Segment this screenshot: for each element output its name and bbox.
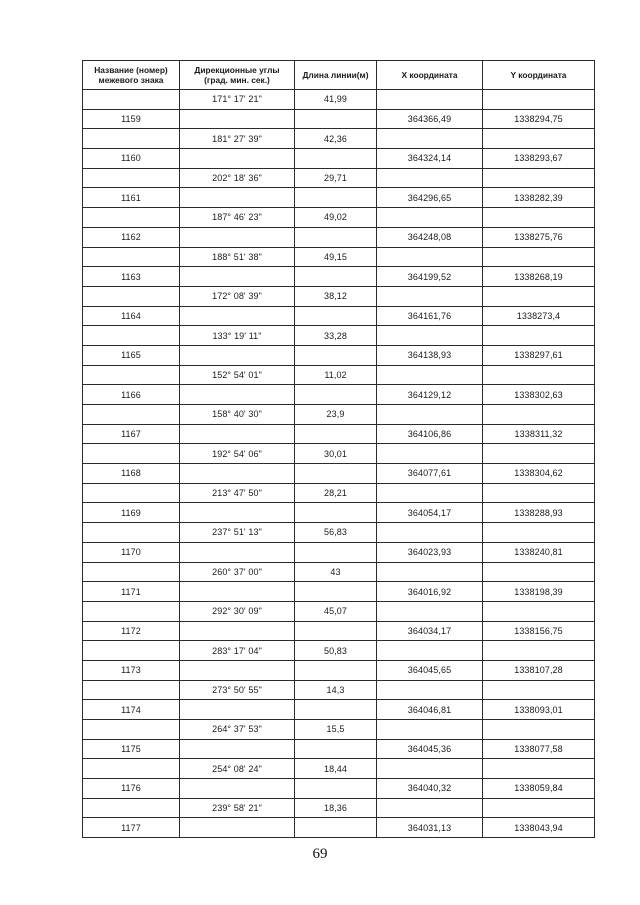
- cell-y-coordinate: [483, 641, 595, 661]
- cell-line-length: [295, 464, 377, 484]
- table-row-point: [83, 345, 595, 365]
- cell-x-coordinate: [377, 286, 483, 306]
- cell-line-length: [295, 424, 377, 444]
- cell-x-coordinate: [377, 405, 483, 425]
- cell-y-coordinate: 1338288,93: [483, 503, 595, 523]
- cell-y-coordinate: 1338043,94: [483, 818, 595, 838]
- cell-line-length: [295, 227, 377, 247]
- cell-mark-name: [83, 601, 180, 621]
- cell-directional-angle: [180, 464, 295, 484]
- cell-y-coordinate: [483, 90, 595, 110]
- cell-directional-angle: [180, 109, 295, 129]
- cell-y-coordinate: 1338059,84: [483, 779, 595, 799]
- cell-x-coordinate: 364138,93: [377, 345, 483, 365]
- table-row-point: [83, 306, 595, 326]
- table-row-point: [83, 582, 595, 602]
- cell-x-coordinate: 364248,08: [377, 227, 483, 247]
- cell-x-coordinate: 364161,76: [377, 306, 483, 326]
- cell-mark-name: 1176: [83, 779, 180, 799]
- cell-y-coordinate: [483, 326, 595, 346]
- cell-x-coordinate: 364077,61: [377, 464, 483, 484]
- cell-directional-angle: [180, 424, 295, 444]
- cell-mark-name: [83, 798, 180, 818]
- cell-mark-name: 1159: [83, 109, 180, 129]
- table-row-segment: [83, 523, 595, 543]
- cell-directional-angle: 202° 18' 36": [180, 168, 295, 188]
- cell-directional-angle: [180, 149, 295, 169]
- cell-line-length: 11,02: [295, 365, 377, 385]
- table-row-segment: [83, 405, 595, 425]
- table-row-segment: [83, 798, 595, 818]
- cell-directional-angle: 292° 30' 09": [180, 601, 295, 621]
- cell-line-length: 33,28: [295, 326, 377, 346]
- cell-y-coordinate: [483, 247, 595, 267]
- page-number: 69: [312, 846, 328, 862]
- cell-x-coordinate: [377, 365, 483, 385]
- cell-line-length: 41,99: [295, 90, 377, 110]
- cell-line-length: 56,83: [295, 523, 377, 543]
- cell-line-length: [295, 149, 377, 169]
- cell-directional-angle: [180, 306, 295, 326]
- cell-directional-angle: [180, 503, 295, 523]
- cell-line-length: [295, 188, 377, 208]
- cell-mark-name: [83, 720, 180, 740]
- cell-line-length: [295, 267, 377, 287]
- cell-mark-name: 1169: [83, 503, 180, 523]
- cell-x-coordinate: 364054,17: [377, 503, 483, 523]
- cell-line-length: [295, 660, 377, 680]
- cell-line-length: 49,02: [295, 208, 377, 228]
- cell-directional-angle: 273° 50' 55": [180, 680, 295, 700]
- table-header-row: [83, 61, 595, 90]
- cell-x-coordinate: [377, 641, 483, 661]
- cell-mark-name: [83, 641, 180, 661]
- table-row-point: [83, 464, 595, 484]
- table-row-point: [83, 542, 595, 562]
- cell-y-coordinate: [483, 405, 595, 425]
- cell-directional-angle: 187° 46' 23": [180, 208, 295, 228]
- table-row-point: [83, 149, 595, 169]
- cell-directional-angle: 192° 54' 06": [180, 444, 295, 464]
- cell-directional-angle: [180, 660, 295, 680]
- cell-mark-name: [83, 483, 180, 503]
- header-y-coordinate: Y координата: [483, 61, 595, 90]
- table-row-segment: [83, 168, 595, 188]
- cell-mark-name: 1162: [83, 227, 180, 247]
- cell-line-length: [295, 503, 377, 523]
- cell-x-coordinate: 364031,13: [377, 818, 483, 838]
- cell-line-length: [295, 385, 377, 405]
- cell-mark-name: [83, 523, 180, 543]
- cell-x-coordinate: [377, 444, 483, 464]
- cell-x-coordinate: [377, 680, 483, 700]
- table-row-segment: [83, 90, 595, 110]
- cell-y-coordinate: 1338293,67: [483, 149, 595, 169]
- cell-y-coordinate: [483, 483, 595, 503]
- cell-line-length: 43: [295, 562, 377, 582]
- cell-y-coordinate: [483, 286, 595, 306]
- cell-directional-angle: 264° 37' 53": [180, 720, 295, 740]
- cell-y-coordinate: [483, 601, 595, 621]
- cell-directional-angle: [180, 188, 295, 208]
- cell-y-coordinate: [483, 759, 595, 779]
- cell-x-coordinate: 364324,14: [377, 149, 483, 169]
- cell-mark-name: 1167: [83, 424, 180, 444]
- cell-mark-name: [83, 759, 180, 779]
- cell-line-length: 38,12: [295, 286, 377, 306]
- cell-x-coordinate: 364296,65: [377, 188, 483, 208]
- cell-mark-name: 1171: [83, 582, 180, 602]
- cell-y-coordinate: [483, 680, 595, 700]
- table-row-point: [83, 660, 595, 680]
- cell-mark-name: 1166: [83, 385, 180, 405]
- cell-x-coordinate: 364366,49: [377, 109, 483, 129]
- table-row-segment: [83, 483, 595, 503]
- cell-directional-angle: [180, 227, 295, 247]
- cell-line-length: [295, 109, 377, 129]
- cell-x-coordinate: [377, 90, 483, 110]
- table-row-point: [83, 779, 595, 799]
- cell-y-coordinate: 1338077,58: [483, 739, 595, 759]
- cell-x-coordinate: [377, 208, 483, 228]
- cell-y-coordinate: 1338275,76: [483, 227, 595, 247]
- cell-y-coordinate: 1338282,39: [483, 188, 595, 208]
- cell-y-coordinate: [483, 129, 595, 149]
- table-body: [83, 90, 595, 838]
- cell-directional-angle: [180, 779, 295, 799]
- cell-x-coordinate: [377, 601, 483, 621]
- cell-mark-name: [83, 562, 180, 582]
- table-row-segment: [83, 759, 595, 779]
- table-row-point: [83, 818, 595, 838]
- boundary-coordinates-table: [82, 60, 595, 838]
- cell-line-length: [295, 739, 377, 759]
- cell-x-coordinate: 364023,93: [377, 542, 483, 562]
- cell-directional-angle: [180, 621, 295, 641]
- cell-line-length: [295, 345, 377, 365]
- cell-directional-angle: 237° 51' 13": [180, 523, 295, 543]
- cell-line-length: [295, 700, 377, 720]
- cell-directional-angle: 181° 27' 39": [180, 129, 295, 149]
- cell-y-coordinate: 1338302,63: [483, 385, 595, 405]
- table-row-segment: [83, 444, 595, 464]
- cell-directional-angle: [180, 818, 295, 838]
- cell-mark-name: 1170: [83, 542, 180, 562]
- cell-y-coordinate: [483, 444, 595, 464]
- cell-y-coordinate: 1338297,61: [483, 345, 595, 365]
- cell-line-length: 29,71: [295, 168, 377, 188]
- cell-directional-angle: 283° 17' 04": [180, 641, 295, 661]
- cell-line-length: 18,36: [295, 798, 377, 818]
- cell-mark-name: 1163: [83, 267, 180, 287]
- cell-mark-name: [83, 365, 180, 385]
- table-row-segment: [83, 641, 595, 661]
- cell-x-coordinate: 364106,86: [377, 424, 483, 444]
- cell-mark-name: 1164: [83, 306, 180, 326]
- cell-mark-name: [83, 444, 180, 464]
- cell-y-coordinate: 1338273,4: [483, 306, 595, 326]
- table-row-point: [83, 267, 595, 287]
- cell-y-coordinate: 1338311,32: [483, 424, 595, 444]
- cell-y-coordinate: 1338294,75: [483, 109, 595, 129]
- table-row-point: [83, 739, 595, 759]
- table-row-point: [83, 621, 595, 641]
- cell-directional-angle: [180, 700, 295, 720]
- cell-mark-name: [83, 168, 180, 188]
- cell-line-length: 23,9: [295, 405, 377, 425]
- cell-directional-angle: [180, 542, 295, 562]
- cell-line-length: [295, 818, 377, 838]
- cell-y-coordinate: 1338093,01: [483, 700, 595, 720]
- cell-mark-name: 1174: [83, 700, 180, 720]
- cell-x-coordinate: 364045,65: [377, 660, 483, 680]
- cell-mark-name: 1161: [83, 188, 180, 208]
- header-boundary-mark-name: Название (номер) межевого знака: [83, 61, 180, 90]
- cell-mark-name: 1172: [83, 621, 180, 641]
- cell-directional-angle: [180, 739, 295, 759]
- table-row-segment: [83, 365, 595, 385]
- cell-line-length: [295, 621, 377, 641]
- cell-y-coordinate: [483, 365, 595, 385]
- cell-mark-name: 1173: [83, 660, 180, 680]
- table-row-point: [83, 227, 595, 247]
- table-row-segment: [83, 247, 595, 267]
- cell-y-coordinate: [483, 168, 595, 188]
- cell-mark-name: [83, 326, 180, 346]
- cell-x-coordinate: [377, 168, 483, 188]
- header-directional-angle: Дирекционные углы (град. мин. сек.): [180, 61, 295, 90]
- cell-line-length: 42,36: [295, 129, 377, 149]
- cell-x-coordinate: [377, 326, 483, 346]
- cell-directional-angle: 213° 47' 50": [180, 483, 295, 503]
- cell-mark-name: [83, 405, 180, 425]
- cell-line-length: [295, 306, 377, 326]
- cell-x-coordinate: 364016,92: [377, 582, 483, 602]
- cell-mark-name: 1160: [83, 149, 180, 169]
- cell-x-coordinate: [377, 562, 483, 582]
- cell-x-coordinate: [377, 523, 483, 543]
- cell-directional-angle: 152° 54' 01": [180, 365, 295, 385]
- cell-line-length: 30,01: [295, 444, 377, 464]
- cell-line-length: 15,5: [295, 720, 377, 740]
- cell-directional-angle: [180, 385, 295, 405]
- cell-mark-name: [83, 90, 180, 110]
- cell-x-coordinate: 364129,12: [377, 385, 483, 405]
- table-row-segment: [83, 326, 595, 346]
- cell-mark-name: [83, 680, 180, 700]
- cell-line-length: 14,3: [295, 680, 377, 700]
- cell-mark-name: 1165: [83, 345, 180, 365]
- cell-mark-name: [83, 208, 180, 228]
- cell-mark-name: [83, 129, 180, 149]
- table-row-point: [83, 700, 595, 720]
- cell-x-coordinate: [377, 759, 483, 779]
- table-row-segment: [83, 286, 595, 306]
- cell-y-coordinate: 1338198,39: [483, 582, 595, 602]
- cell-y-coordinate: 1338304,62: [483, 464, 595, 484]
- cell-mark-name: 1177: [83, 818, 180, 838]
- cell-line-length: 50,83: [295, 641, 377, 661]
- cell-y-coordinate: 1338156,75: [483, 621, 595, 641]
- cell-x-coordinate: 364045,36: [377, 739, 483, 759]
- table-row-segment: [83, 720, 595, 740]
- cell-y-coordinate: [483, 798, 595, 818]
- cell-directional-angle: [180, 345, 295, 365]
- cell-x-coordinate: [377, 483, 483, 503]
- cell-y-coordinate: 1338107,28: [483, 660, 595, 680]
- table-row-segment: [83, 601, 595, 621]
- cell-y-coordinate: 1338240,81: [483, 542, 595, 562]
- cell-y-coordinate: [483, 562, 595, 582]
- cell-directional-angle: 133° 19' 11": [180, 326, 295, 346]
- cell-directional-angle: 239° 58' 21": [180, 798, 295, 818]
- cell-line-length: 45,07: [295, 601, 377, 621]
- cell-directional-angle: 158° 40' 30": [180, 405, 295, 425]
- cell-directional-angle: 254° 08' 24": [180, 759, 295, 779]
- table-row-segment: [83, 680, 595, 700]
- cell-mark-name: [83, 286, 180, 306]
- cell-x-coordinate: 364046,81: [377, 700, 483, 720]
- header-x-coordinate: X координата: [377, 61, 483, 90]
- cell-x-coordinate: 364199,52: [377, 267, 483, 287]
- cell-y-coordinate: [483, 523, 595, 543]
- table-row-point: [83, 188, 595, 208]
- cell-mark-name: 1175: [83, 739, 180, 759]
- cell-y-coordinate: [483, 720, 595, 740]
- cell-directional-angle: 171° 17' 21": [180, 90, 295, 110]
- cell-x-coordinate: [377, 129, 483, 149]
- cell-line-length: 49,15: [295, 247, 377, 267]
- table-row-point: [83, 424, 595, 444]
- cell-x-coordinate: [377, 798, 483, 818]
- cell-mark-name: 1168: [83, 464, 180, 484]
- cell-x-coordinate: 364034,17: [377, 621, 483, 641]
- cell-y-coordinate: [483, 208, 595, 228]
- cell-directional-angle: 260° 37' 00": [180, 562, 295, 582]
- table-row-point: [83, 385, 595, 405]
- table-row-segment: [83, 208, 595, 228]
- cell-line-length: [295, 779, 377, 799]
- table-row-point: [83, 109, 595, 129]
- cell-mark-name: [83, 247, 180, 267]
- cell-line-length: [295, 582, 377, 602]
- cell-line-length: [295, 542, 377, 562]
- cell-x-coordinate: [377, 720, 483, 740]
- cell-directional-angle: 172° 08' 39": [180, 286, 295, 306]
- header-line-length: Длина линии(м): [295, 61, 377, 90]
- cell-directional-angle: [180, 267, 295, 287]
- cell-directional-angle: 188° 51' 38": [180, 247, 295, 267]
- cell-directional-angle: [180, 582, 295, 602]
- table-row-point: [83, 503, 595, 523]
- cell-x-coordinate: [377, 247, 483, 267]
- cell-x-coordinate: 364040,32: [377, 779, 483, 799]
- table-row-segment: [83, 129, 595, 149]
- cell-line-length: 18,44: [295, 759, 377, 779]
- cell-y-coordinate: 1338268,19: [483, 267, 595, 287]
- table-row-segment: [83, 562, 595, 582]
- cell-line-length: 28,21: [295, 483, 377, 503]
